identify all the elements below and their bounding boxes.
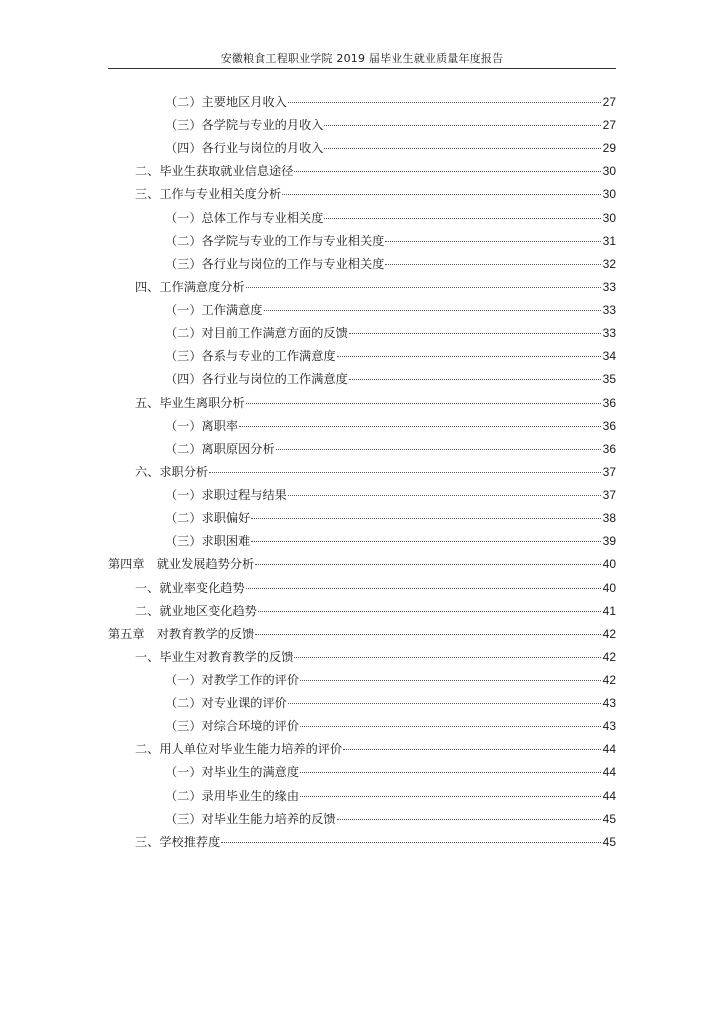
toc-entry-page-number: 33	[602, 303, 616, 318]
toc-entry-label: （一）离职率	[165, 418, 239, 433]
dot-leader	[288, 495, 601, 496]
toc-entry-label: （二）各学院与专业的工作与专业相关度	[165, 233, 385, 248]
dot-leader	[300, 680, 601, 681]
toc-entry[interactable]	[108, 554, 616, 574]
toc-entry-page-number: 32	[602, 256, 616, 271]
toc-entry-page-number: 44	[602, 788, 616, 803]
toc-entry-page-number: 37	[602, 464, 616, 479]
page-header: 安徽粮食工程职业学院 2019 届毕业生就业质量年度报告	[220, 52, 504, 65]
dot-leader	[258, 611, 601, 612]
toc-entry-label: （三）各系与专业的工作满意度	[165, 349, 336, 364]
dot-leader	[255, 564, 600, 565]
toc-entry-label: （三）对毕业生能力培养的反馈	[165, 811, 336, 826]
toc-entry-label: 三、工作与专业相关度分析	[135, 187, 282, 202]
toc-entry-label: （三）各行业与岗位的工作与专业相关度	[165, 256, 385, 271]
toc-entry[interactable]	[165, 716, 616, 736]
dot-leader	[221, 842, 600, 843]
toc-entry-page-number: 45	[602, 834, 616, 849]
toc-entry-label: 二、用人单位对毕业生能力培养的评价	[135, 742, 343, 757]
header-divider	[108, 68, 616, 69]
toc-entry-label: 四、工作满意度分析	[135, 279, 245, 294]
toc-entry-label: 二、毕业生获取就业信息途径	[135, 164, 294, 179]
toc-entry-label: （三）各学院与专业的月收入	[165, 118, 324, 133]
dot-leader	[337, 356, 601, 357]
dot-leader	[324, 218, 600, 219]
toc-entry-page-number: 40	[602, 580, 616, 595]
toc-entry-label: 六、求职分析	[135, 464, 209, 479]
dot-leader	[246, 287, 601, 288]
dot-leader	[385, 241, 600, 242]
dot-leader	[255, 634, 600, 635]
dot-leader	[294, 657, 600, 658]
dot-leader	[239, 426, 601, 427]
toc-entry-page-number: 30	[602, 187, 616, 202]
toc-entry-label: 五、毕业生离职分析	[135, 395, 245, 410]
toc-entry-page-number: 42	[602, 649, 616, 664]
toc-entry-label: （四）各行业与岗位的月收入	[165, 141, 324, 156]
toc-entry[interactable]	[135, 739, 616, 759]
dot-leader	[209, 472, 601, 473]
toc-entry-page-number: 35	[602, 372, 616, 387]
toc-entry-page-number: 42	[602, 673, 616, 687]
toc-entry[interactable]	[135, 462, 616, 482]
toc-entry[interactable]	[165, 323, 616, 343]
dot-leader	[251, 518, 600, 519]
toc-entry[interactable]	[165, 670, 616, 690]
toc-entry-label: （二）求职偏好	[165, 511, 251, 526]
toc-entry[interactable]	[165, 208, 616, 228]
dot-leader	[349, 379, 601, 380]
dot-leader	[288, 703, 601, 704]
dot-leader	[294, 171, 600, 172]
toc-entry-page-number: 44	[602, 765, 616, 780]
toc-entry-page-number: 45	[602, 811, 616, 826]
dot-leader	[324, 148, 600, 149]
toc-entry-page-number: 38	[602, 511, 616, 526]
toc-entry[interactable]	[108, 624, 616, 644]
toc-entry[interactable]	[135, 184, 616, 204]
toc-entry-page-number: 33	[602, 326, 616, 341]
dot-leader	[324, 125, 600, 126]
dot-leader	[385, 264, 600, 265]
toc-entry-label: （二）离职原因分析	[165, 441, 275, 456]
dot-leader	[349, 333, 601, 334]
dot-leader	[246, 403, 601, 404]
toc-entry-page-number: 36	[602, 418, 616, 433]
toc-entry-page-number: 33	[602, 279, 616, 294]
toc-entry[interactable]	[165, 416, 616, 436]
toc-entry[interactable]	[165, 300, 616, 320]
dot-leader	[246, 588, 601, 589]
dot-leader	[300, 796, 601, 797]
dot-leader	[300, 726, 601, 727]
toc-entry-label: 一、毕业生对教育教学的反馈	[135, 649, 294, 664]
toc-entry-page-number: 29	[602, 141, 616, 156]
toc-entry[interactable]	[165, 809, 616, 829]
toc-entry-label: （三）对综合环境的评价	[165, 719, 300, 734]
dot-leader	[337, 819, 601, 820]
toc-entry[interactable]	[165, 369, 616, 389]
toc-entry-label: 三、学校推荐度	[135, 834, 221, 849]
dot-leader	[282, 194, 600, 195]
toc-entry-page-number: 30	[602, 210, 616, 225]
toc-entry[interactable]	[165, 346, 616, 366]
toc-entry[interactable]	[165, 762, 616, 782]
toc-entry[interactable]	[135, 161, 616, 181]
dot-leader	[300, 772, 601, 773]
toc-entry[interactable]	[165, 115, 616, 135]
dot-leader	[288, 102, 601, 103]
toc-entry-label: （一）求职过程与结果	[165, 488, 287, 503]
toc-entry-page-number: 31	[602, 233, 616, 248]
toc-entry[interactable]	[165, 693, 616, 713]
toc-entry[interactable]	[165, 138, 616, 158]
toc-entry-label: （二）对专业课的评价	[165, 696, 287, 711]
toc-entry-page-number: 40	[602, 557, 616, 572]
toc-entry[interactable]	[165, 254, 616, 274]
toc-entry-page-number: 37	[602, 488, 616, 503]
toc-entry-page-number: 27	[602, 118, 616, 133]
toc-entry-label: （一）对教学工作的评价	[165, 673, 300, 687]
toc-entry[interactable]	[165, 439, 616, 459]
toc-entry-label: （一）工作满意度	[165, 303, 263, 318]
toc-entry-label: （二）录用毕业生的缘由	[165, 788, 300, 803]
dot-leader	[276, 449, 601, 450]
toc-entry-page-number: 27	[602, 95, 616, 109]
toc-entry[interactable]	[135, 832, 616, 852]
toc-entry-label: （一）总体工作与专业相关度	[165, 210, 324, 225]
toc-entry[interactable]	[135, 393, 616, 413]
toc-entry-page-number: 44	[602, 742, 616, 757]
toc-entry-label: 一、就业率变化趋势	[135, 580, 245, 595]
toc-entry-label: （二）主要地区月收入	[165, 95, 287, 109]
toc-entry[interactable]	[165, 231, 616, 251]
toc-entry[interactable]	[135, 601, 616, 621]
toc-entry-page-number: 42	[602, 626, 616, 641]
toc-entry-page-number: 43	[602, 696, 616, 711]
toc-entry-label: 二、就业地区变化趋势	[135, 603, 257, 618]
toc-entry-page-number: 41	[602, 603, 616, 618]
toc-entry-page-number: 36	[602, 441, 616, 456]
toc-entry-page-number: 30	[602, 164, 616, 179]
dot-leader	[343, 749, 600, 750]
toc-entry[interactable]	[135, 578, 616, 598]
toc-entry-page-number: 36	[602, 395, 616, 410]
toc-entry-label: （三）求职困难	[165, 534, 251, 549]
toc-entry[interactable]	[165, 531, 616, 551]
toc-entry[interactable]	[165, 508, 616, 528]
toc-entry-label: （四）各行业与岗位的工作满意度	[165, 372, 348, 387]
toc-entry[interactable]	[135, 647, 616, 667]
toc-entry-label: 第四章 就业发展趋势分析	[108, 557, 255, 572]
toc-entry[interactable]	[135, 277, 616, 297]
toc-entry[interactable]	[165, 786, 616, 806]
toc-entry[interactable]	[165, 485, 616, 505]
toc-entry-page-number: 43	[602, 719, 616, 734]
toc-entry-page-number: 34	[602, 349, 616, 364]
dot-leader	[251, 541, 600, 542]
toc-entry-label: （一）对毕业生的满意度	[165, 765, 300, 780]
toc-entry-label: （二）对目前工作满意方面的反馈	[165, 326, 348, 341]
toc-entry-page-number: 39	[602, 534, 616, 549]
toc-entry[interactable]	[165, 92, 616, 112]
toc-entry-label: 第五章 对教育教学的反馈	[108, 626, 255, 641]
dot-leader	[264, 310, 601, 311]
